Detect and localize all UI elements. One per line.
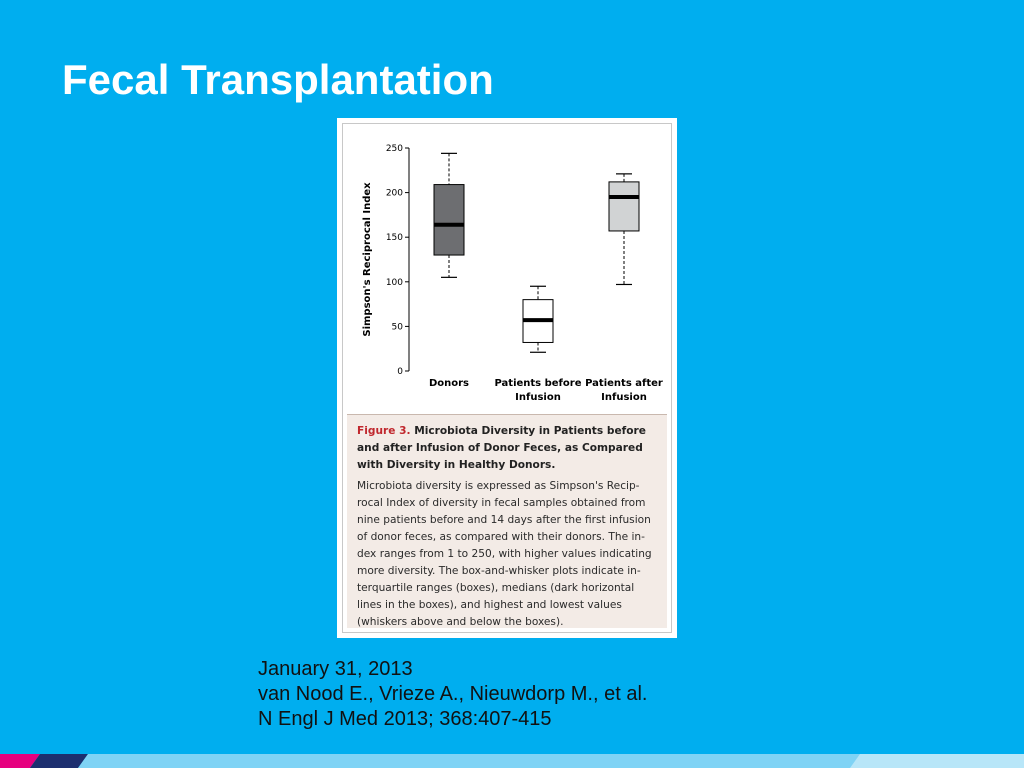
- box-iqr-2: [609, 182, 639, 231]
- decorative-footer-strip: [0, 754, 1024, 768]
- y-tick-label-250: 250: [385, 144, 403, 154]
- category-label-line2-1: Infusion: [515, 392, 561, 403]
- citation-date: January 31, 2013: [258, 658, 413, 680]
- caption-title: Microbiota Diversity in Patients before and after Infusion of Donor Feces, as Compared with Diversity in Healthy Donors.: [357, 425, 646, 471]
- caption-heading: [357, 423, 657, 474]
- y-tick-label-100: 100: [385, 277, 403, 288]
- citation-authors: van Nood E., Vrieze A., Nieuwdorp M., et al.: [258, 683, 648, 705]
- figure-inner: [342, 123, 672, 633]
- citation-block: [258, 657, 647, 732]
- box-plot-chart: [343, 124, 675, 414]
- box-iqr-0: [434, 185, 464, 255]
- y-axis-label: Simpson's Reciprocal Index: [362, 182, 373, 337]
- figure-panel: [337, 118, 677, 638]
- category-label-2: Patients after: [585, 378, 663, 389]
- slide-title: Fecal Transplantation: [62, 56, 494, 103]
- y-tick-label-0: 0: [397, 367, 403, 377]
- footer-accent-navy: [30, 754, 88, 768]
- caption-body: Microbiota diversity is expressed as Simpson's Recip-rocal Index of diversity in fecal samples obtained from nine patients before and 14 days after the first infusion of donor feces, as compared with their donors. The in-dex ranges from 1 to 250, with higher values indicating more diversity. The box-and-whisker plots indicate in-terquartile ranges (boxes), medians (dark horizontal lines in the boxes), and highest and lowest values (whiskers above and below the boxes).: [357, 480, 652, 628]
- citation-journal: N Engl J Med 2013; 368:407-415: [258, 708, 552, 730]
- category-label-1: Patients before: [494, 378, 582, 389]
- y-tick-label-50: 50: [391, 322, 403, 333]
- category-label-0: Donors: [428, 378, 470, 389]
- figure-caption: [347, 414, 667, 628]
- footer-band-light: [850, 754, 1024, 768]
- y-tick-label-150: 150: [385, 233, 403, 244]
- category-label-line2-2: Infusion: [601, 392, 647, 403]
- figure-label: Figure 3.: [357, 425, 411, 437]
- y-tick-label-200: 200: [385, 188, 403, 199]
